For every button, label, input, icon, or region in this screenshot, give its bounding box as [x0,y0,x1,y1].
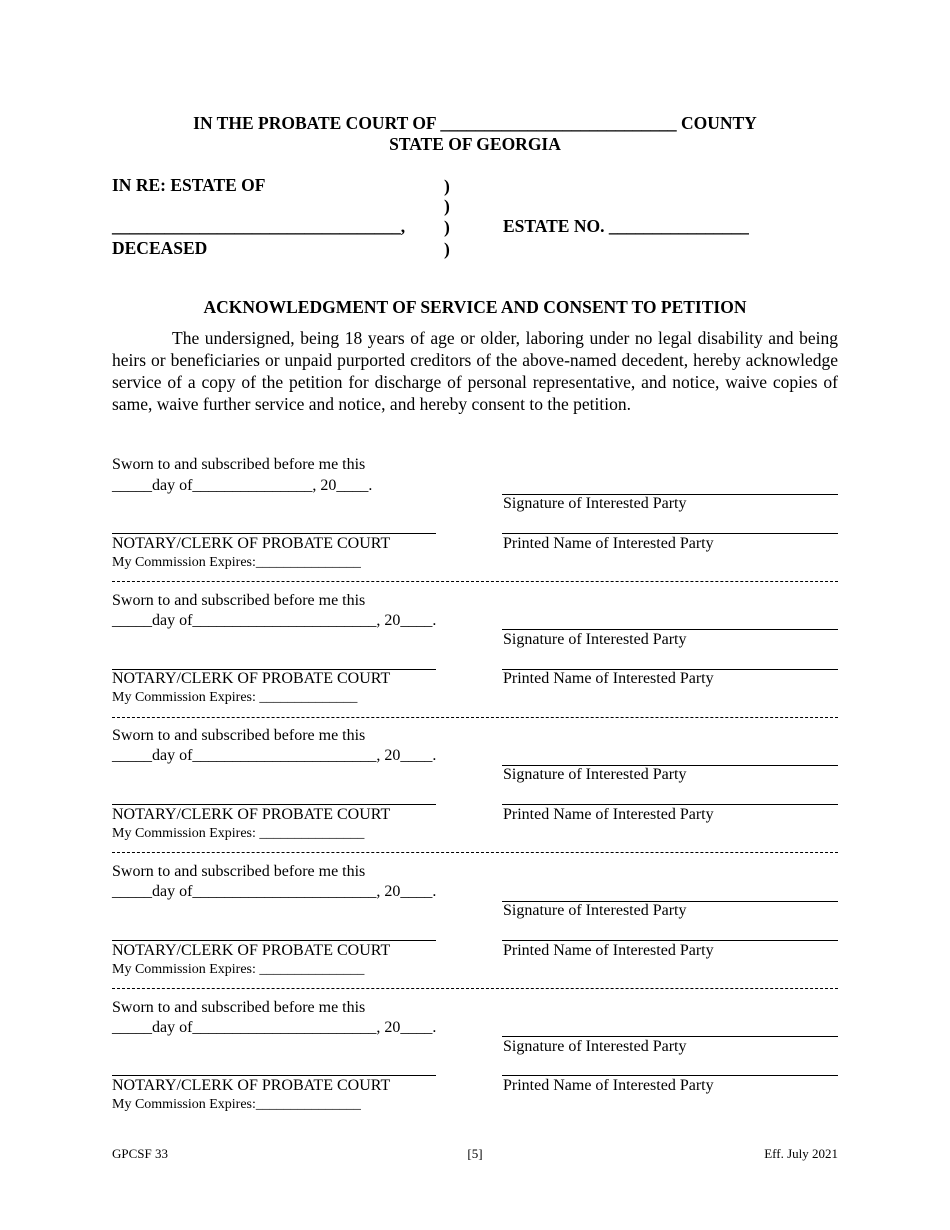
decedent-name-blank[interactable]: _________________________________, [112,216,406,236]
day-of-line[interactable]: _____day of_______________________, 20____. [112,1019,437,1036]
estate-number-field[interactable]: ESTATE NO. ________________ [503,216,749,236]
printed-name-line[interactable] [502,533,838,534]
sworn-text: Sworn to and subscribed before me this [112,727,366,744]
commission-expires[interactable]: My Commission Expires:_______________ [112,555,361,570]
in-re-estate-label: IN RE: ESTATE OF [112,175,266,195]
signature-label: Signature of Interested Party [503,766,687,783]
printed-name-line[interactable] [502,1075,838,1076]
notary-label: NOTARY/CLERK OF PROBATE COURT [112,670,391,687]
document-title: ACKNOWLEDGMENT OF SERVICE AND CONSENT TO PETITION [203,297,747,317]
commission-expires[interactable]: My Commission Expires: _______________ [112,962,365,977]
court-heading: IN THE PROBATE COURT OF ___________________________ COUNTY [193,113,757,133]
block-divider [112,988,838,989]
notary-label: NOTARY/CLERK OF PROBATE COURT [112,535,391,552]
printed-name-label: Printed Name of Interested Party [503,1077,714,1094]
commission-expires[interactable]: My Commission Expires: ______________ [112,690,358,705]
sworn-text: Sworn to and subscribed before me this [112,999,366,1016]
state-heading: STATE OF GEORGIA [389,134,561,154]
deceased-label: DECEASED [112,238,208,258]
printed-name-label: Printed Name of Interested Party [503,535,714,552]
signature-label: Signature of Interested Party [503,902,687,919]
notary-signature-line[interactable] [112,940,436,941]
notary-signature-line[interactable] [112,804,436,805]
sworn-text: Sworn to and subscribed before me this [112,456,366,473]
sworn-text: Sworn to and subscribed before me this [112,863,366,880]
notary-label: NOTARY/CLERK OF PROBATE COURT [112,942,391,959]
caption-paren: ) [444,217,450,237]
sworn-text: Sworn to and subscribed before me this [112,592,366,609]
printed-name-line[interactable] [502,940,838,941]
signature-label: Signature of Interested Party [503,1038,687,1055]
notary-signature-line[interactable] [112,1075,436,1076]
notary-signature-line[interactable] [112,533,436,534]
commission-expires[interactable]: My Commission Expires: _______________ [112,826,365,841]
block-divider [112,852,838,853]
caption-paren: ) [444,196,450,216]
caption-paren: ) [444,239,450,259]
day-of-line[interactable]: _____day of_______________________, 20____. [112,612,437,629]
signature-line[interactable] [502,629,838,630]
effective-date: Eff. July 2021 [764,1146,838,1161]
printed-name-line[interactable] [502,804,838,805]
day-of-line[interactable]: _____day of_______________________, 20____. [112,883,437,900]
day-of-line[interactable]: _____day of_______________________, 20____. [112,747,437,764]
acknowledgment-paragraph: The undersigned, being 18 years of age or older, laboring under no legal disability and being heirs or beneficiaries or unpaid purported creditors of the above-named decedent, hereby acknowledge service of a copy of the petition for discharge of personal representative, and notice, waive copies of same, waive further service and notice, and hereby consent to the petition. [112,328,838,414]
notary-label: NOTARY/CLERK OF PROBATE COURT [112,806,391,823]
printed-name-label: Printed Name of Interested Party [503,670,714,687]
block-divider [112,717,838,718]
form-id: GPCSF 33 [112,1146,168,1161]
block-divider [112,581,838,582]
commission-expires[interactable]: My Commission Expires:_______________ [112,1097,361,1112]
printed-name-label: Printed Name of Interested Party [503,942,714,959]
signature-label: Signature of Interested Party [503,631,687,648]
printed-name-label: Printed Name of Interested Party [503,806,714,823]
signature-label: Signature of Interested Party [503,495,687,512]
caption-paren: ) [444,176,450,196]
signature-line[interactable] [502,1036,838,1037]
day-of-line[interactable]: _____day of_______________, 20____. [112,477,373,494]
page-number: [5] [467,1146,483,1161]
notary-label: NOTARY/CLERK OF PROBATE COURT [112,1077,391,1094]
